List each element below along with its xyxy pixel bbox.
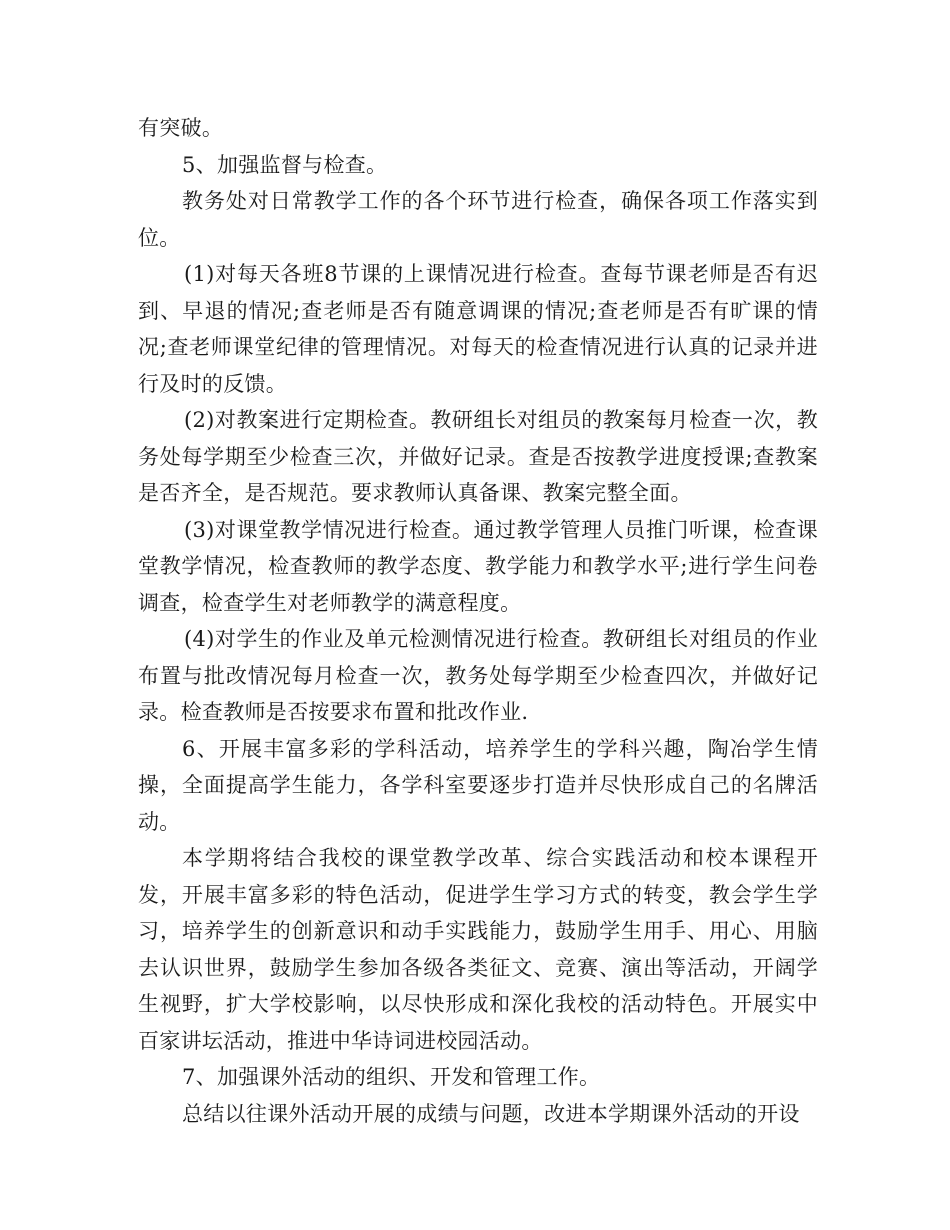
section-heading-7: 7、加强课外活动的组织、开发和管理工作。 — [182, 1065, 601, 1089]
list-item-3: (3)对课堂教学情况进行检查。通过教学管理人员推门听课，检查课堂教学情况，检查教师的教学态度、教学能力和教学水平;进行学生问卷调查，检查学生对老师教学的满意程度。 — [138, 517, 818, 615]
paragraph: 本学期将结合我校的课堂教学改革、综合实践活动和校本课程开发，开展丰富多彩的特色活动，促进学生学习方式的转变，教会学生学习，培养学生的创新意识和动手实践能力，鼓励学生用手、用心、用脑去认识世界，鼓励学生参加各级各类征文、竞赛、演出等活动，开阔学生视野，扩大学校影响，以尽快形成和深化我校的活动特色。开展实中百家讲坛活动，推进中华诗词进校园活动。 — [138, 846, 818, 1053]
list-item-2: (2)对教案进行定期检查。教研组长对组员的教案每月检查一次，教务处每学期至少检查三次，并做好记录。查是否按教学进度授课;查教案是否齐全，是否规范。要求教师认真备课、教案完整全面。 — [138, 408, 818, 505]
paragraph-continuation: 有突破。 — [138, 116, 224, 140]
paragraph: 总结以往课外活动开展的成绩与问题，改进本学期课外活动的开设 — [182, 1101, 800, 1126]
document-body — [138, 110, 818, 1132]
list-item-4: (4)对学生的作业及单元检测情况进行检查。教研组长对组员的作业布置与批改情况每月检查一次，教务处每学期至少检查四次，并做好记录。检查教师是否按要求布置和批改作业. — [138, 627, 818, 724]
list-item-1: (1)对每天各班8节课的上课情况进行检查。查每节课老师是否有迟到、早退的情况;查老师是否有随意调课的情况;查老师是否有旷课的情况;查老师课堂纪律的管理情况。对每天的检查情况进行认真的记录并进行及时的反馈。 — [138, 262, 818, 396]
section-heading-5: 5、加强监督与检查。 — [182, 152, 388, 177]
section-heading-6: 6、开展丰富多彩的学科活动，培养学生的学科兴趣，陶冶学生情操，全面提高学生能力，各学科室要逐步打造并尽快形成自己的名牌活动。 — [138, 736, 818, 834]
paragraph: 教务处对日常教学工作的各个环节进行检查，确保各项工作落实到位。 — [138, 189, 818, 250]
